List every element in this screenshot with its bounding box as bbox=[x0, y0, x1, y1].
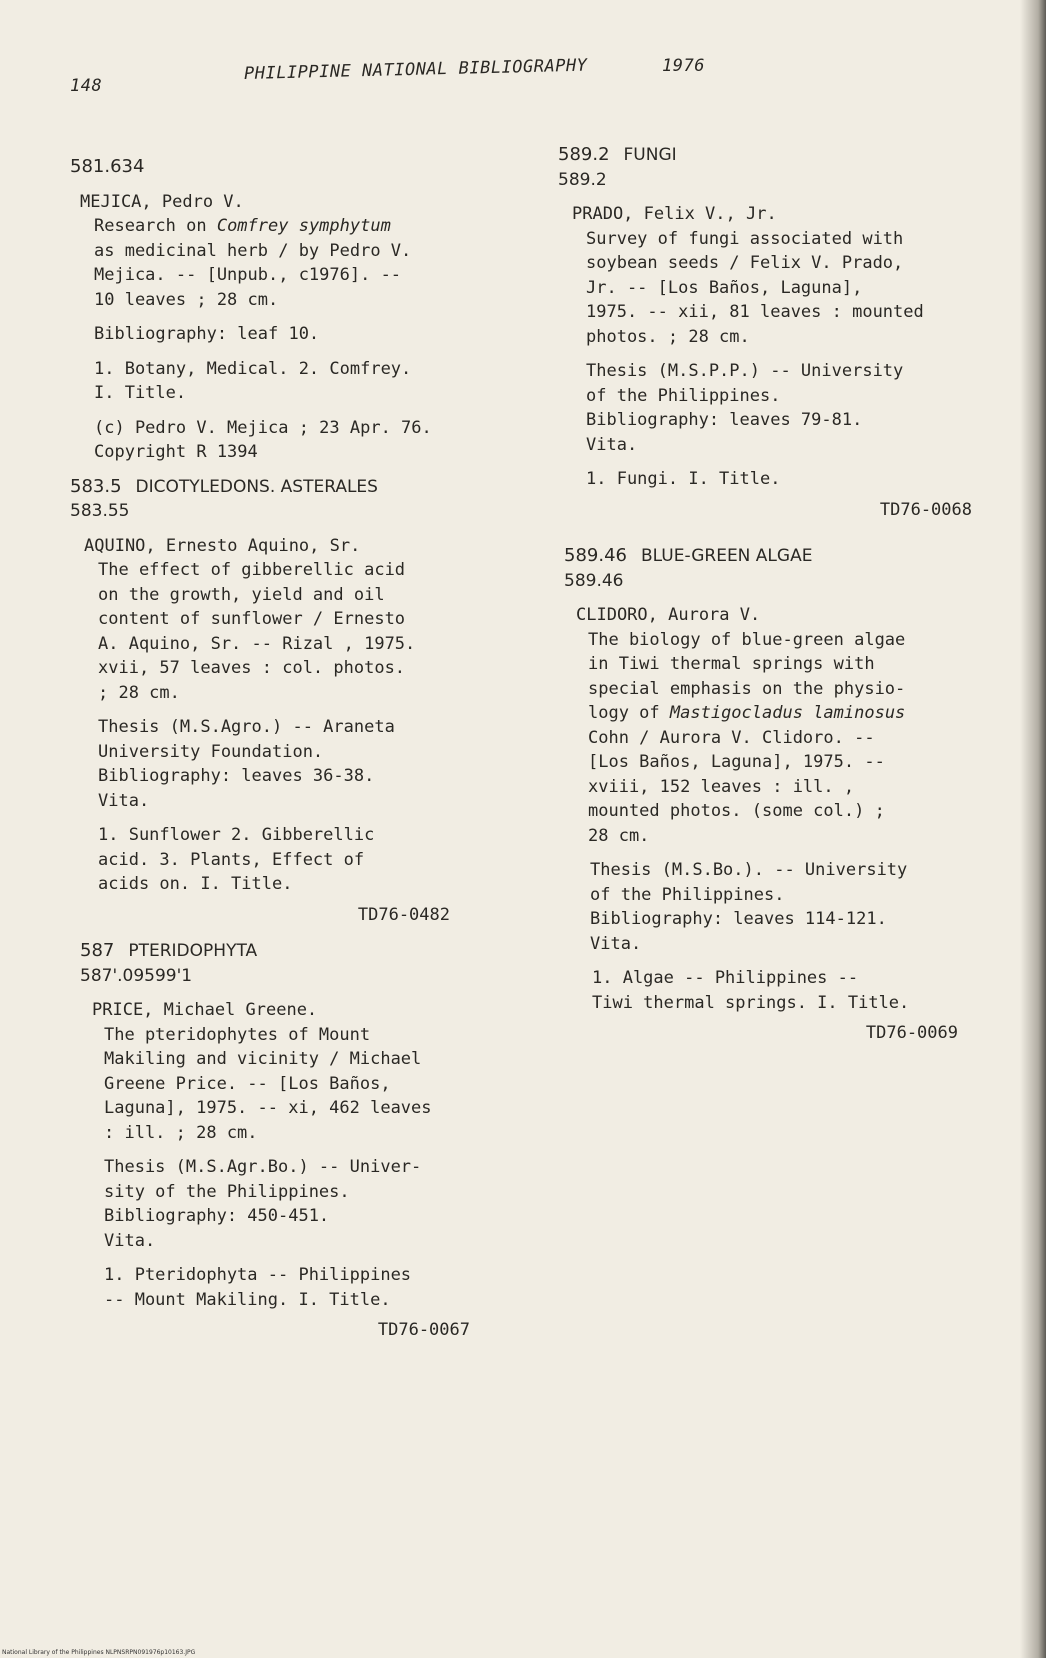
section-heading: DICOTYLEDONS. ASTERALES bbox=[135, 476, 378, 497]
entry-prado bbox=[558, 143, 998, 522]
running-year: 1976 bbox=[662, 56, 705, 76]
entry-td-number: TD76-0482 bbox=[357, 904, 450, 925]
entry-subjects: 1. Fungi. I. Title. bbox=[586, 469, 781, 489]
entry-bibliography: Bibliography: leaf 10. bbox=[94, 324, 320, 344]
entry-author: PRADO, Felix V., Jr. bbox=[572, 204, 777, 224]
running-title: PHILIPPINE NATIONAL BIBLIOGRAPHY bbox=[243, 55, 588, 84]
class-number: 587 bbox=[80, 940, 115, 961]
entry-description bbox=[588, 628, 998, 849]
entry-td-number: TD76-0067 bbox=[377, 1320, 470, 1340]
section-heading: FUNGI bbox=[623, 145, 677, 165]
entry-author: MEJICA, Pedro V. bbox=[80, 191, 244, 212]
entry-author: CLIDORO, Aurora V. bbox=[576, 605, 761, 625]
left-column bbox=[70, 155, 510, 1343]
sub-class-number: 583.55 bbox=[70, 501, 130, 521]
entry-thesis: Thesis (M.S.Bo.). -- University of the Philippines. Bibliography: leaves 114-121. Vita. bbox=[590, 860, 908, 954]
section-heading: BLUE-GREEN ALGAE bbox=[640, 546, 813, 566]
entry-copyright: (c) Pedro V. Mejica ; 23 Apr. 76. Copyright R 1394 bbox=[94, 417, 432, 462]
entry-thesis: Thesis (M.S.Agr.Bo.) -- Univer- sity of the Philippines. Bibliography: 450-451. Vita. bbox=[104, 1157, 422, 1251]
entry-td-number: TD76-0068 bbox=[879, 499, 972, 520]
entry-author: PRICE, Michael Greene. bbox=[92, 1000, 318, 1020]
class-number: 583.5 bbox=[70, 475, 122, 497]
sub-class-number: 589.46 bbox=[564, 570, 624, 591]
scan-footer: National Library of the Philippines NLPNSRPN091976p10163.JPG bbox=[2, 1649, 196, 1656]
page-number: 148 bbox=[70, 76, 103, 96]
desc-italic: Mastigocladus laminosus bbox=[669, 703, 906, 723]
class-number: 589.2 bbox=[558, 144, 610, 165]
sub-class-number: 587'.09599'1 bbox=[80, 965, 193, 986]
entry-description: The pteridophytes of Mount Makiling and vicinity / Michael Greene Price. -- [Los Baños, Laguna], 1975. -- xi, 462 leaves : ill. ; 28 cm. bbox=[104, 1024, 432, 1143]
entry-price bbox=[70, 939, 510, 1343]
desc-text: Research on bbox=[94, 216, 217, 236]
page-header bbox=[70, 52, 720, 96]
entry-td-number: TD76-0069 bbox=[865, 1023, 958, 1043]
entry-thesis: Thesis (M.S.Agro.) -- Araneta University Foundation. Bibliography: leaves 36-38. Vita. bbox=[98, 717, 395, 811]
entry-subjects: 1. Sunflower 2. Gibberellic acid. 3. Plants, Effect of acids on. I. Title. bbox=[98, 825, 375, 894]
entry-subjects: 1. Algae -- Philippines -- Tiwi thermal springs. I. Title. bbox=[592, 968, 910, 1013]
right-column bbox=[558, 143, 998, 1046]
entry-subjects: 1. Botany, Medical. 2. Comfrey. I. Title. bbox=[94, 358, 412, 403]
entry-subjects: 1. Pteridophyta -- Philippines -- Mount Makiling. I. Title. bbox=[104, 1265, 412, 1310]
desc-italic: Comfrey symphytum bbox=[216, 216, 391, 236]
entry-aquino bbox=[70, 475, 510, 928]
entry-mejica bbox=[70, 155, 510, 465]
desc-text: The biology of blue-green algae in Tiwi thermal springs with special emphasis on the physio- logy of bbox=[588, 629, 906, 723]
entry-clidoro bbox=[558, 544, 998, 1046]
entry-author: AQUINO, Ernesto Aquino, Sr. bbox=[84, 535, 361, 556]
entry-description: Survey of fungi associated with soybean seeds / Felix V. Prado, Jr. -- [Los Baños, Laguna], 1975. -- xii, 81 leaves : mounted photos. ; 28 cm. bbox=[586, 228, 924, 347]
desc-text-2: Cohn / Aurora V. Clidoro. -- [Los Baños, Laguna], 1975. -- xviii, 152 leaves : ill. , mounted photos. (some col.) ; 28 cm. bbox=[588, 727, 885, 846]
entry-thesis: Thesis (M.S.P.P.) -- University of the Philippines. Bibliography: leaves 79-81. Vita. bbox=[586, 361, 904, 455]
section-heading: PTERIDOPHYTA bbox=[128, 941, 258, 961]
desc-text-2: as medicinal herb / by Pedro V. Mejica. -- [Unpub., c1976]. -- 10 leaves ; 28 cm. bbox=[94, 240, 412, 310]
class-number: 581.634 bbox=[70, 156, 145, 177]
sub-class-number: 589.2 bbox=[558, 169, 607, 190]
class-number: 589.46 bbox=[564, 545, 627, 566]
page-edge-shadow bbox=[1020, 0, 1046, 1658]
entry-description bbox=[94, 214, 510, 312]
entry-description: The effect of gibberellic acid on the growth, yield and oil content of sunflower / Ernesto A. Aquino, Sr. -- Rizal , 1975. xvii, 57 leaves : col. photos. ; 28 cm. bbox=[98, 560, 416, 703]
